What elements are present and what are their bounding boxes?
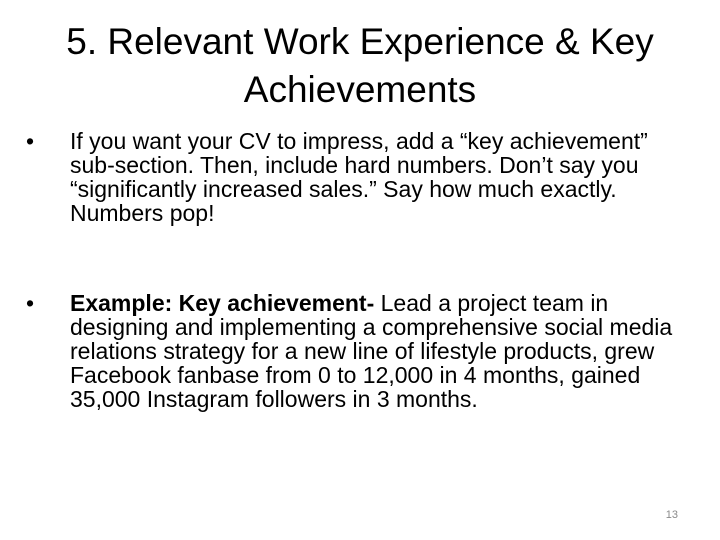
slide-title: 5. Relevant Work Experience & Key Achievements [66,21,654,110]
bullet-item-cv-tip [26,128,680,226]
bullet-dot-icon: • [26,290,35,316]
bullet-bold-label: Example: Key achievement- [70,290,375,316]
slide-number: 13 [665,509,678,521]
bullet-text: Lead a project team in designing and implementing a comprehensive social media relations strategy for a new line of lifestyle products, grew Facebook fanbase from 0 to 12,000 in 4 months, gained 35,000 Instagram followers in 3 months. [70,290,673,412]
bullet-dot-icon: • [26,128,35,154]
bullet-text: If you want your CV to impress, add a “key achievement” sub-section. Then, include hard numbers. Don’t say you “significantly increased sales.” Say how much exactly. Numbers pop! [70,128,648,226]
bullet-item-example [26,290,680,412]
